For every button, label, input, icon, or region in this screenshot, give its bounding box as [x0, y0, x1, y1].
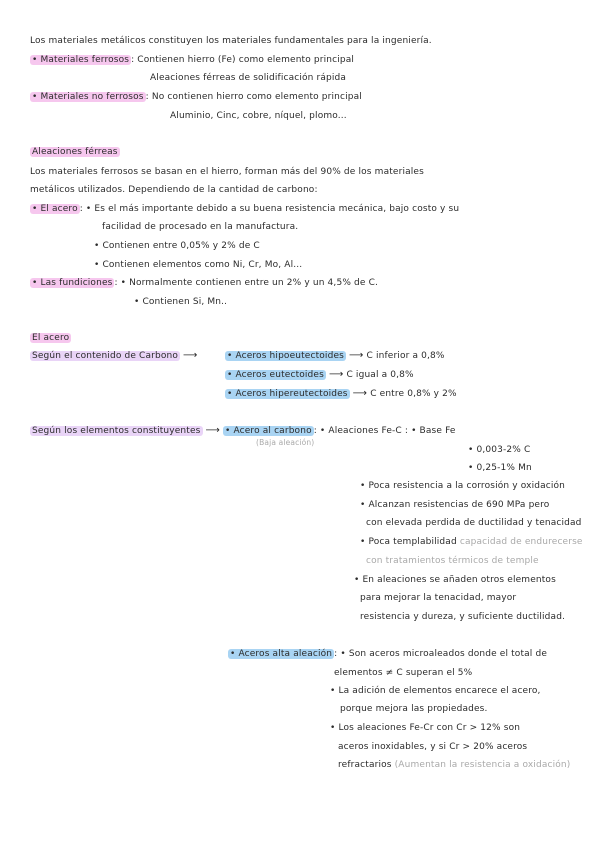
carbono-type: • Acero al carbono	[225, 426, 312, 436]
type-name: • Aceros hipoeutectoides	[227, 351, 344, 361]
fec-item: • 0,003-2% C	[468, 445, 531, 455]
alta-line: aceros inoxidables, y si Cr > 20% aceros	[338, 742, 528, 752]
templab-label: • Poca templabilidad	[360, 537, 457, 547]
arrow-icon: ⟶	[328, 369, 344, 380]
carbono-note: (Baja aleación)	[256, 438, 315, 447]
alta-row	[228, 648, 547, 660]
acero-b2: • Contienen entre 0,05% y 2% de C	[94, 241, 260, 251]
fundiciones-row	[30, 277, 378, 289]
elem-line: para mejorar la tenacidad, mayor	[360, 593, 517, 603]
arrow-icon: ⟶	[205, 425, 221, 436]
type-row	[225, 369, 414, 381]
aleaciones-title	[30, 146, 120, 158]
elem-line: • En aleaciones se añaden otros elementos	[354, 575, 556, 585]
fec-item: • 0,25-1% Mn	[468, 463, 532, 473]
alta-line: porque mejora las propiedades.	[340, 704, 488, 714]
noferrosos-row	[30, 91, 362, 103]
arrow-icon: ⟶	[352, 388, 368, 399]
refract-row	[338, 759, 570, 771]
acero-label: • El acero	[32, 204, 78, 214]
acero-title	[30, 332, 71, 344]
type-row	[225, 388, 457, 400]
ferrosos-row	[30, 54, 354, 66]
prop-line: • Alcanzan resistencias de 690 MPa pero	[360, 500, 550, 510]
acero-b1: : • Es el más importante debido a su buena resistencia mecánica, bajo costo y su	[79, 204, 460, 214]
aleaciones-title-text: Aleaciones férreas	[32, 147, 118, 157]
alta-type: • Aceros alta aleación	[230, 649, 333, 659]
noferrosos-examples: Aluminio, Cinc, cobre, níquel, plomo...	[170, 111, 347, 121]
aleaciones-p2: metálicos utilizados. Dependiendo de la cantidad de carbono:	[30, 185, 318, 195]
fundiciones-b2: • Contienen Si, Mn..	[134, 297, 228, 307]
prop-line: con elevada perdida de ductilidad y tenacidad	[366, 518, 582, 528]
type-row	[225, 350, 445, 362]
elementos-row	[30, 425, 456, 437]
acero-b1b: facilidad de procesado en la manufactura.	[102, 222, 299, 232]
carbono-row	[30, 350, 198, 362]
elementos-label: Según los elementos constituyentes	[32, 426, 201, 436]
arrow-icon: ⟶	[183, 350, 198, 361]
type-desc: C entre 0,8% y 2%	[370, 389, 457, 399]
noferrosos-label: • Materiales no ferrosos	[32, 92, 144, 102]
aleaciones-p1: Los materiales ferrosos se basan en el hierro, forman más del 90% de los materiales	[30, 167, 424, 177]
alta-line: • Los aleaciones Fe-Cr con Cr > 12% son	[330, 723, 521, 733]
alta-line: : • Son aceros microaleados donde el total de	[334, 649, 548, 659]
fec-label: : • Aleaciones Fe-C :	[313, 426, 409, 436]
arrow-icon: ⟶	[348, 350, 364, 361]
refract-label: refractarios	[338, 760, 392, 770]
prop-line: • Poca resistencia a la corrosión y oxidación	[360, 481, 566, 491]
type-name: • Aceros eutectoides	[227, 370, 324, 380]
alta-line: elementos ≠ C superan el 5%	[334, 668, 473, 678]
ferrosos-desc: : Contienen hierro (Fe) como elemento principal	[131, 55, 355, 65]
intro-line: Los materiales metálicos constituyen los materiales fundamentales para la ingeniería.	[30, 36, 432, 46]
acero-b3: • Contienen elementos como Ni, Cr, Mo, Al...	[94, 260, 303, 270]
noferrosos-desc: : No contienen hierro como elemento principal	[145, 92, 362, 102]
alta-line: • La adición de elementos encarece el acero,	[330, 686, 541, 696]
ferrosos-desc2: Aleaciones férreas de solidificación rápida	[150, 73, 347, 83]
type-name: • Aceros hipereutectoides	[227, 389, 348, 399]
ferrosos-label: • Materiales ferrosos	[32, 55, 130, 65]
type-desc: C inferior a 0,8%	[366, 351, 445, 361]
fundiciones-label: • Las fundiciones	[32, 278, 113, 288]
type-desc: C igual a 0,8%	[346, 370, 414, 380]
fec-item: • Base Fe	[411, 426, 456, 436]
refract-note: (Aumentan la resistencia a oxidación)	[394, 760, 571, 770]
templab-row	[360, 536, 583, 548]
templab-note: capacidad de endurecerse	[459, 537, 583, 547]
fundiciones-b1: : • Normalmente contienen entre un 2% y un 4,5% de C.	[114, 278, 379, 288]
acero-row	[30, 203, 459, 215]
carbono-label: Según el contenido de Carbono	[32, 351, 179, 361]
templab-note2: con tratamientos térmicos de temple	[366, 556, 539, 566]
acero-title-text: El acero	[32, 333, 70, 343]
elem-line: resistencia y dureza, y suficiente ductilidad.	[360, 612, 566, 622]
